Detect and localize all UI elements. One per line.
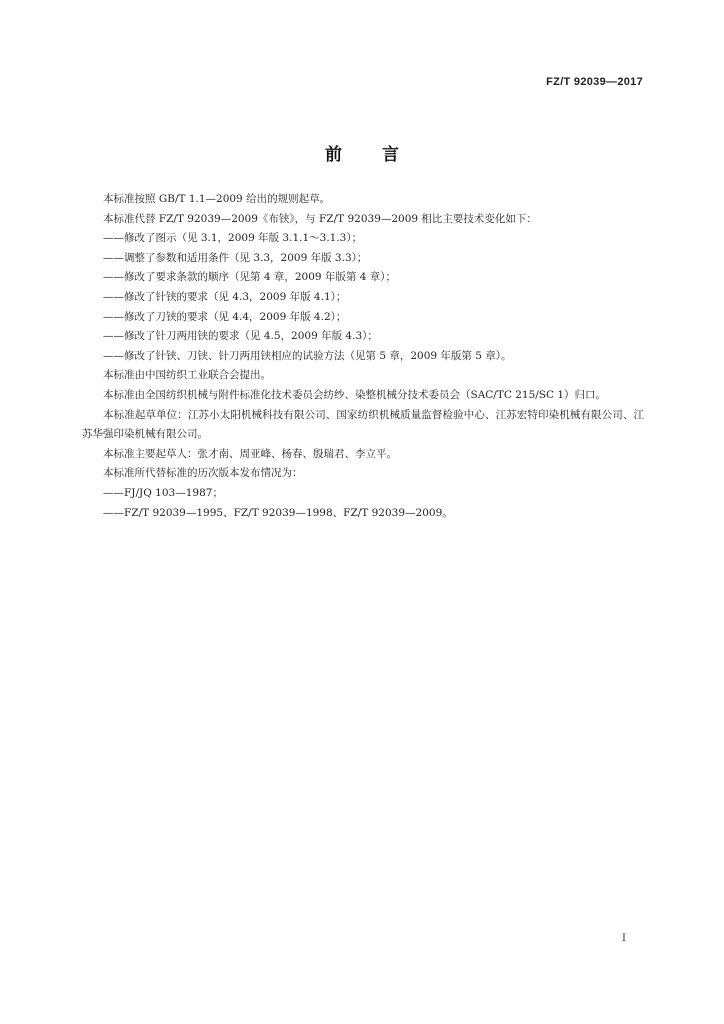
foreword-body <box>82 190 644 523</box>
change-item: ——修改了针铗的要求（见 4.3，2009 年版 4.1）； <box>103 290 347 303</box>
change-item: ——修改了图示（见 3.1，2009 年版 3.1.1～3.1.3）； <box>103 232 363 245</box>
paragraph-committee: 本标准由全国纺织机械与附件标准化技术委员会纺纱、染整机械分技术委员会（SAC/TC 215/SC 1）归口。 <box>103 388 607 401</box>
paragraph-drafters: 本标准主要起草人：张才南、周亚峰、杨春、殷瑞君、李立平。 <box>103 447 397 460</box>
change-item: ——修改了针铗、刀铗、针刀两用铗相应的试验方法（见第 5 章，2009 年版第 5 章）。 <box>103 349 512 362</box>
history-item: ——FZ/T 92039—1995、FZ/T 92039—1998、FZ/T 92039—2009。 <box>103 506 453 519</box>
paragraph-proposer: 本标准由中国纺织工业联合会提出。 <box>103 369 271 382</box>
paragraph-drafting-rule: 本标准按照 GB/T 1.1—2009 给出的规则起草。 <box>103 193 331 205</box>
page-title: 前言 <box>325 145 439 165</box>
change-item: ——调整了参数和适用条件（见 3.3，2009 年版 3.3）； <box>103 251 368 264</box>
change-item: ——修改了针刀两用铗的要求（见 4.5，2009 年版 4.3）； <box>103 330 378 343</box>
standard-code: FZ/T 92039—2017 <box>546 76 643 88</box>
paragraph-history-intro: 本标准所代替标准的历次版本发布情况为： <box>103 467 303 480</box>
change-item: ——修改了要求条款的顺序（见第 4 章，2009 年版第 4 章）； <box>103 271 397 284</box>
paragraph-replacement: 本标准代替 FZ/T 92039—2009《布铗》，与 FZ/T 92039—2009 相比主要技术变化如下： <box>103 212 537 225</box>
paragraph-drafting-units: 本标准起草单位：江苏小太阳机械科技有限公司、国家纺织机械质量监督检验中心、江苏宏特印染机械有限公司、江苏华强印染机械有限公司。 <box>82 408 644 441</box>
history-item: ——FJ/JQ 103—1987； <box>103 486 223 499</box>
page-number: I <box>622 933 626 944</box>
change-item: ——修改了刀铗的要求（见 4.4，2009 年版 4.2）； <box>103 310 347 323</box>
